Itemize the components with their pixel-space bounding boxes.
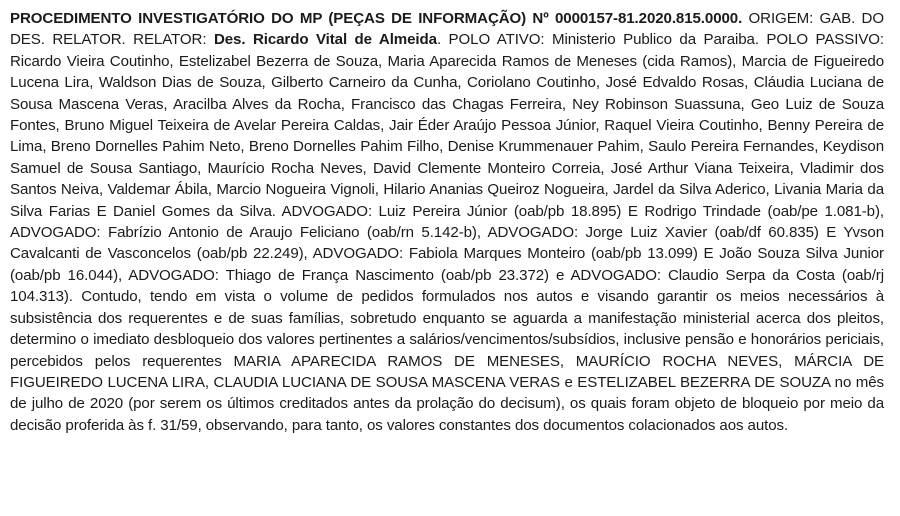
relator-name: Des. Ricardo Vital de Almeida: [213, 31, 437, 49]
document-heading: PROCEDIMENTO INVESTIGATÓRIO DO MP (PEÇAS DE INFORMAÇÃO) Nº 0000157-81.2020.815.0000.: [10, 10, 743, 27]
relator-label: RELATOR:: [133, 31, 207, 49]
document-text: [10, 8, 884, 436]
document-body: . POLO ATIVO: Ministerio Publico da Paraiba. POLO PASSIVO: Ricardo Vieira Coutinho, Estelizabel Bezerra de Souza, Maria Aparecida Ramos de Meneses (cida Ramos), Marcia de Figueiredo Lucena Lira, Waldson Dias de Souza, Gilberto Carneiro da Cunha, Coriolano Coutinho, José Edvaldo Rosas, Cláudia Luciana de Sousa Mascena Veras, Aracilba Alves da Rocha, Francisco das Chagas Ferreira, Ney Robinson Suassuna, Geo Luiz de Souza Fontes, Bruno Miguel Teixeira de Avelar Pereira Caldas, Jair Éder Araújo Pessoa Júnior, Raquel Vieira Coutinho, Benny Pereira de Lima, Breno Dornelles Pahim Neto, Breno Dornelles Pahim Filho, Denise Krummenauer Pahim, Saulo Pereira Fernandes, Keydison Samuel de Sousa Santiago, Maurício Rocha Neves, David Clemente Monteiro Correia, José Arthur Viana Teixeira, Vladimir dos Santos Neiva, Valdemar Ábila, Marcio Nogueira Vignoli, Hilario Ananias Queiroz Nogueira, Jardel da Silva Aderico, Livania Maria da Silva Farias E Daniel Gomes da Silva. ADVOGADO: Luiz Pereira Júnior (oab/pb 18.895) E Rodrigo Trindade (oab/pe 1.081-b), ADVOGADO: Fabrízio Antonio de Araujo Feliciano (oab/rn 5.142-b), ADVOGADO: Jorge Luiz Xavier (oab/df 60.835) E Yvson Cavalcanti de Vasconcelos (oab/pb 22.249), ADVOGADO: Fabiola Marques Monteiro (oab/pb 13.099) E João Souza Silva Junior (oab/pb 16.044), ADVOGADO: Thiago de França Nascimento (oab/pb 23.372) e ADVOGADO: Claudio Serpa da Costa (oab/rj 104.313). Contudo, tendo em vista o volume de pedidos formulados nos autos e visando garantir os meios necessários à subsistência dos requerentes e de suas famílias, sobretudo enquanto se aguarda a manifestação ministerial acerca dos pleitos, determino o imediato desbloqueio dos valores pertinentes a salários/vencimentos/subsídios, inclusive pensão e honorários periciais, percebidos pelos requerentes MARIA APARECIDA RAMOS DE MENESES, MAURÍCIO ROCHA NEVES, MÁRCIA DE FIGUEIREDO LUCENA LIRA, CLAUDIA LUCIANA DE SOUSA MASCENA VERAS e ESTELIZABEL BEZERRA DE SOUZA no mês de julho de 2020 (por serem os últimos creditados antes da prolação do decisum), os quais foram objeto de bloqueio por meio da decisão proferida às f. 31/59, observando, para tanto, os valores constantes dos documentos colacionados aos autos.: [10, 31, 885, 434]
origin-label: ORIGEM: GAB. DO DES. RELATOR.: [10, 10, 884, 49]
